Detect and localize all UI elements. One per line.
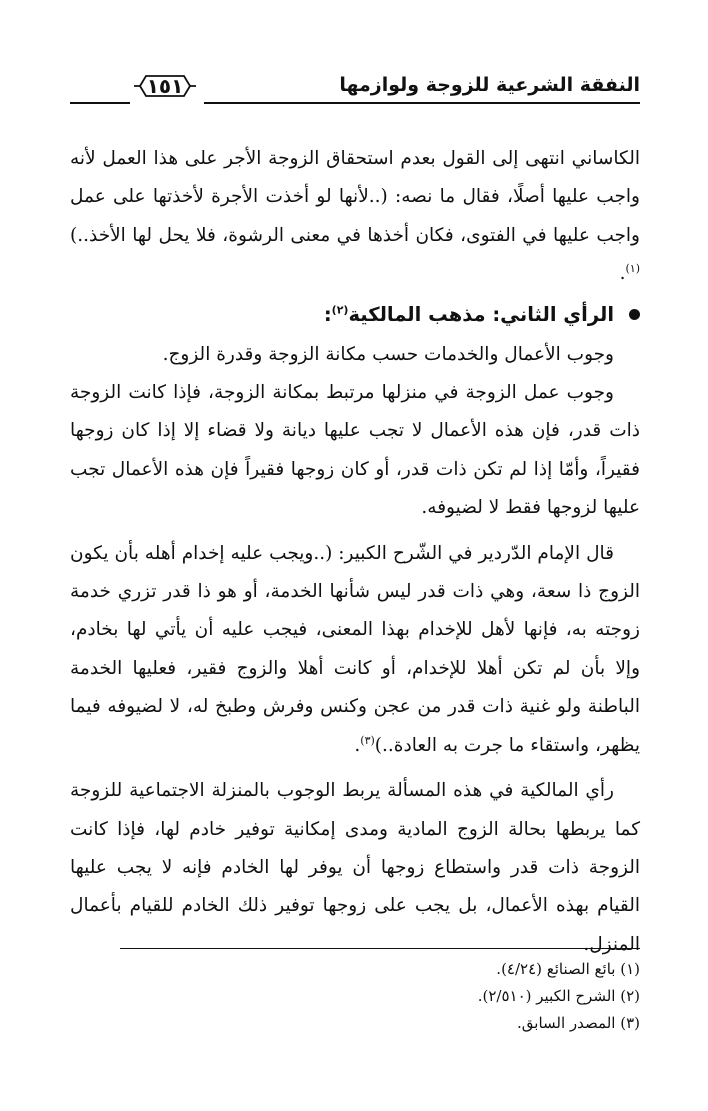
- section-heading: [70, 294, 640, 336]
- paragraph-1: الكاساني انتهى إلى القول بعدم استحقاق الزوجة الأجر على هذا العمل لأنه واجب عليها أصلًا، فقال ما نصه: (..لأنها لو أخذت الأجرة لأخذتها على عمل واجب عليها في الفتوى، فكان أخذها في معنى الرشوة، فلا يحل لها الأخذ..)$^{(١)}$.: [70, 148, 640, 285]
- footnote-ref-3: (٣): [360, 733, 375, 747]
- footnote-3: (٣) المصدر السابق.: [517, 1014, 640, 1032]
- page-number-ornament: [132, 72, 198, 100]
- section-heading-text: الرأي الثاني: مذهب المالكية: [348, 302, 614, 326]
- header-rule-left: [70, 102, 130, 104]
- paragraph-1-text: الكاساني انتهى إلى القول بعدم استحقاق الزوجة الأجر على هذا العمل لأنه واجب عليها أصلًا، فقال ما نصه: (..لأنها لو أخذت الأجرة لأخذتها على عمل واجب عليها في الفتوى، فكان أخذها في معنى الرشوة، فلا يحل لها الأخذ..): [70, 148, 640, 246]
- page-number: ١٥١: [146, 74, 184, 98]
- paragraph-4: قال الإمام الدّردير في الشّرح الكبير: (..ويجب عليه إخدام أهله بأن يكون الزوج ذا سعة، وهي ذات قدر ليس شأنها الخدمة، أو هو ذا قدر تزري خدمة زوجته به، فإنها لأهل للإخدام بهذا المعنى، فيجب عليه أن يأتي لها بخادم، وإلا بأن لم تكن أهلا للإخدام، أو كانت أهلا والزوج فقير، فعليها الخدمة الباطنة ولو غنية ذات قدر من عجن وكنس وفرش وطبخ له، لا لضيوفه فيما يظهر، واستقاء ما جرت به العادة..)$^{(٣)}$.: [70, 542, 640, 756]
- footnote-separator: [120, 948, 640, 949]
- footnote-ref-2: (٢): [331, 303, 349, 317]
- paragraph-5: رأي المالكية في هذه المسألة يربط الوجوب بالمنزلة الاجتماعية للزوجة كما يربطها بحالة الزوج المادية ومدى إمكانية توفير خادم لها، فإذا كانت الزوجة ذات قدر واستطاع زوجها أن يوفر لها الخادم فإنه لا يجب عليها القيام بهذه الأعمال، بل يجب على زوجها توفير ذلك الخادم للقيام بأعمال المنزل.: [70, 780, 640, 955]
- header-rule-right: [204, 102, 640, 104]
- paragraph-4-text: قال الإمام الدّردير في الشّرح الكبير: (..ويجب عليه إخدام أهله بأن يكون الزوج ذا سعة، وهي ذات قدر ليس شأنها الخدمة، أو هو ذا قدر تزري خدمة زوجته به، فإنها لأهل للإخدام بهذا المعنى، فيجب عليه أن يأتي لها بخادم، وإلا بأن لم تكن أهلا للإخدام، أو كانت أهلا والزوج فقير، فعليها الخدمة الباطنة ولو غنية ذات قدر من عجن وكنس وفرش وطبخ له، لا لضيوفه فيما يظهر، واستقاء ما جرت به العادة..): [70, 542, 640, 756]
- section-heading-colon: :: [323, 302, 332, 326]
- running-title: النفقة الشرعية للزوجة ولوازمها: [339, 74, 640, 96]
- page-header: [70, 72, 640, 112]
- paragraph-2: وجوب الأعمال والخدمات حسب مكانة الزوجة وقدرة الزوج.: [162, 343, 614, 365]
- page-body: [70, 140, 640, 964]
- footnote-2: (٢) الشرح الكبير (٢/٥١٠).: [477, 987, 640, 1005]
- footnote-1: (١) بائع الصنائع (٤/٢٤).: [496, 960, 640, 978]
- paragraph-3: وجوب عمل الزوجة في منزلها مرتبط بمكانة الزوجة، فإذا كانت الزوجة ذات قدر، فإن هذه الأعمال لا تجب عليها ديانة ولا قضاء إلا إذا كان زوجها فقيراً، وأمّا إذا لم تكن ذات قدر، أو كان زوجها فقيراً فإن هذه الأعمال تجب عليها لزوجها فقط لا لضيوفه.: [70, 382, 640, 519]
- bullet-icon: [629, 309, 640, 320]
- footnote-ref-1: (١): [625, 262, 640, 276]
- footnotes: [70, 956, 640, 1037]
